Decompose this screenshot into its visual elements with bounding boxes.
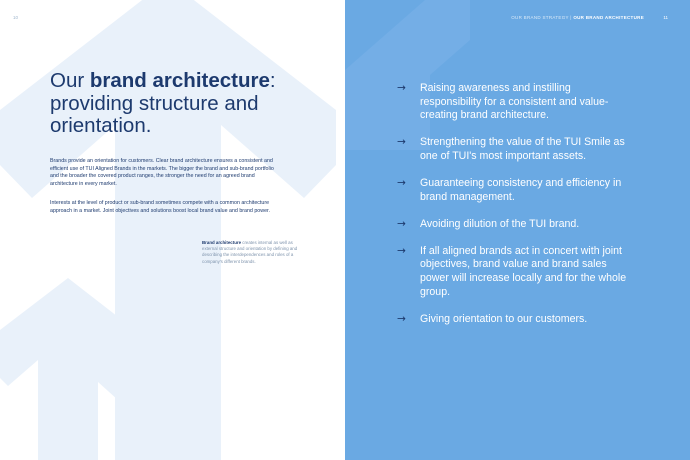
bullet-text: If all aligned brands act in concert with joint objectives, brand value and brand sales power will increase locally and for the whole group. [420, 244, 627, 298]
page-number-left: 10 [13, 15, 19, 20]
arrow-right-icon: → [397, 176, 406, 189]
bullet-text: Giving orientation to our customers. [420, 312, 588, 325]
side-note-bold: Brand architecture [202, 240, 242, 245]
bullet-item [397, 313, 632, 327]
title-bold: brand architecture [89, 69, 270, 92]
bullet-item [397, 177, 632, 204]
page-number-right: 11 [663, 15, 668, 20]
bullet-text: Strengthening the value of the TUI Smile as one of TUI's most important assets. [420, 136, 625, 162]
bullet-list [397, 82, 632, 340]
page-title [50, 70, 320, 138]
side-note [202, 240, 302, 265]
arrow-right-icon: → [397, 136, 406, 149]
bullet-item [397, 82, 632, 123]
arrow-right-icon: → [397, 82, 406, 94]
arrow-right-icon: → [397, 217, 406, 230]
bullet-item [397, 218, 632, 232]
bullet-item [397, 245, 632, 299]
bullet-item [397, 136, 632, 163]
bullet-text: Guaranteeing consistency and efficiency in brand management. [420, 176, 622, 203]
header-chapter: OUR BRAND ARCHITECTURE [573, 15, 644, 20]
header-separator: | [568, 15, 574, 20]
running-header [511, 15, 644, 20]
side-note-text: creates internal as well as external structure and orientation by defining and describing the interdependences and roles of a company's different brands. [202, 240, 298, 264]
title-prefix: Our [50, 69, 90, 92]
body-paragraph: Brands provide an orientation for customers. Clear brand architecture ensures a consistent and efficient use of TUI Aligned Brands in the markets. The bigger the brand and sub-brand portfolio and the broader the covered product ranges, the stronger the need for an agreed brand architecture in every market. [50, 158, 274, 188]
body-paragraph: Interests at the level of product or sub-brand sometimes compete with a common architecture approach in a market. Joint objectives and solutions boost local brand value and brand power. [50, 200, 270, 214]
bullet-text: Raising awareness and instilling responsibility for a consistent and value-creating brand architecture. [420, 82, 609, 122]
arrow-right-icon: → [397, 312, 406, 325]
header-section: OUR BRAND STRATEGY [511, 15, 569, 20]
arrow-right-icon: → [397, 244, 406, 257]
title-suffix: : providing structure and orientation. [50, 69, 276, 137]
bullet-text: Avoiding dilution of the TUI brand. [420, 217, 580, 230]
